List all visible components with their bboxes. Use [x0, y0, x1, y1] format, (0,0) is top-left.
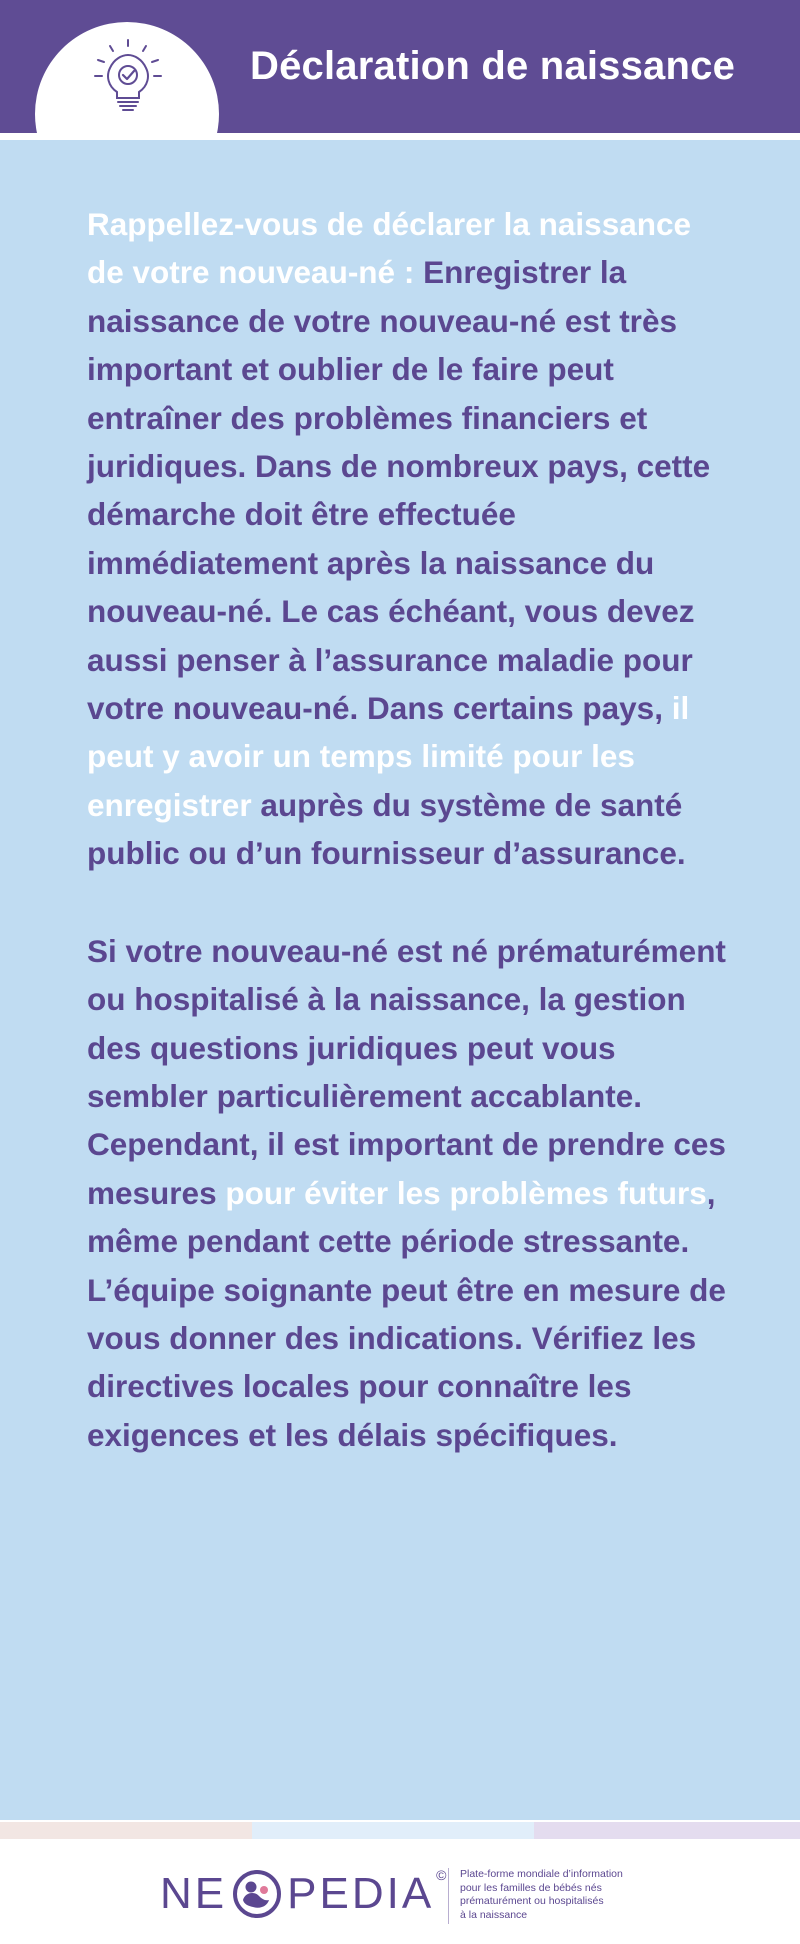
footer-strip-peach [0, 1822, 252, 1839]
intro-highlight: Rappellez-vous de déclarer la naissance de votre nouveau-né : [87, 206, 692, 291]
logo-text-right: PEDIA [287, 1869, 435, 1918]
lightbulb-check-icon [88, 36, 168, 120]
footer-tagline [460, 1868, 660, 1922]
paragraph1-end: auprès du système de santé public ou d’un fournisseur d’assurance. [87, 786, 686, 872]
tagline-line: Plate-forme mondiale d’information [460, 1868, 623, 1880]
logo-divider [448, 1868, 449, 1924]
footer-strip-blue [252, 1822, 534, 1839]
footer-strip-lavender [534, 1822, 800, 1839]
paragraph2-highlight: pour éviter les problèmes futurs [225, 1174, 707, 1211]
paragraph1-highlight: il peut y avoir un temps limité pour les enregistrer [87, 690, 690, 823]
copyright-mark: © [436, 1867, 447, 1883]
paragraph1-start: Enregistrer la naissance de votre nouveau-né est très important et oublier de le faire peut entraîner des problèmes financiers et juridiques. Dans de nombreux pays, cette démarche doit être effectuée immédiatement après la naissance du nouveau-né. Le cas échéant, vous devez aussi penser à l’assurance maladie pour votre nouveau-né. Dans certains pays, [87, 254, 711, 727]
paragraph2-start: Si votre nouveau-né est né prématurément ou hospitalisé à la naissance, la gestion des questions juridiques peut vous sembler particulièrement accablante. Cependant, il est important de prendre ces mesures [87, 932, 726, 1211]
baby-in-circle-icon [231, 1868, 283, 1920]
logo-text-left: NE [160, 1869, 228, 1918]
paragraph2-end: , même pendant cette période stressante. L’équipe soignante peut être en mesure de vous donner des indications. Vérifiez les directives locales pour connaître les exigences et les délais spécifiques. [87, 1174, 726, 1453]
page-title: Déclaration de naissance [250, 44, 736, 88]
tagline-line: pour les familles de bébés nés [460, 1881, 602, 1894]
paragraph-registration [87, 200, 727, 878]
tagline-line: à la naissance [460, 1908, 528, 1921]
paragraph-premature [87, 927, 727, 1459]
neopedia-logo [160, 1867, 447, 1921]
content-body [87, 200, 727, 1459]
tagline-line: prématurément ou hospitalisés [460, 1895, 604, 1907]
